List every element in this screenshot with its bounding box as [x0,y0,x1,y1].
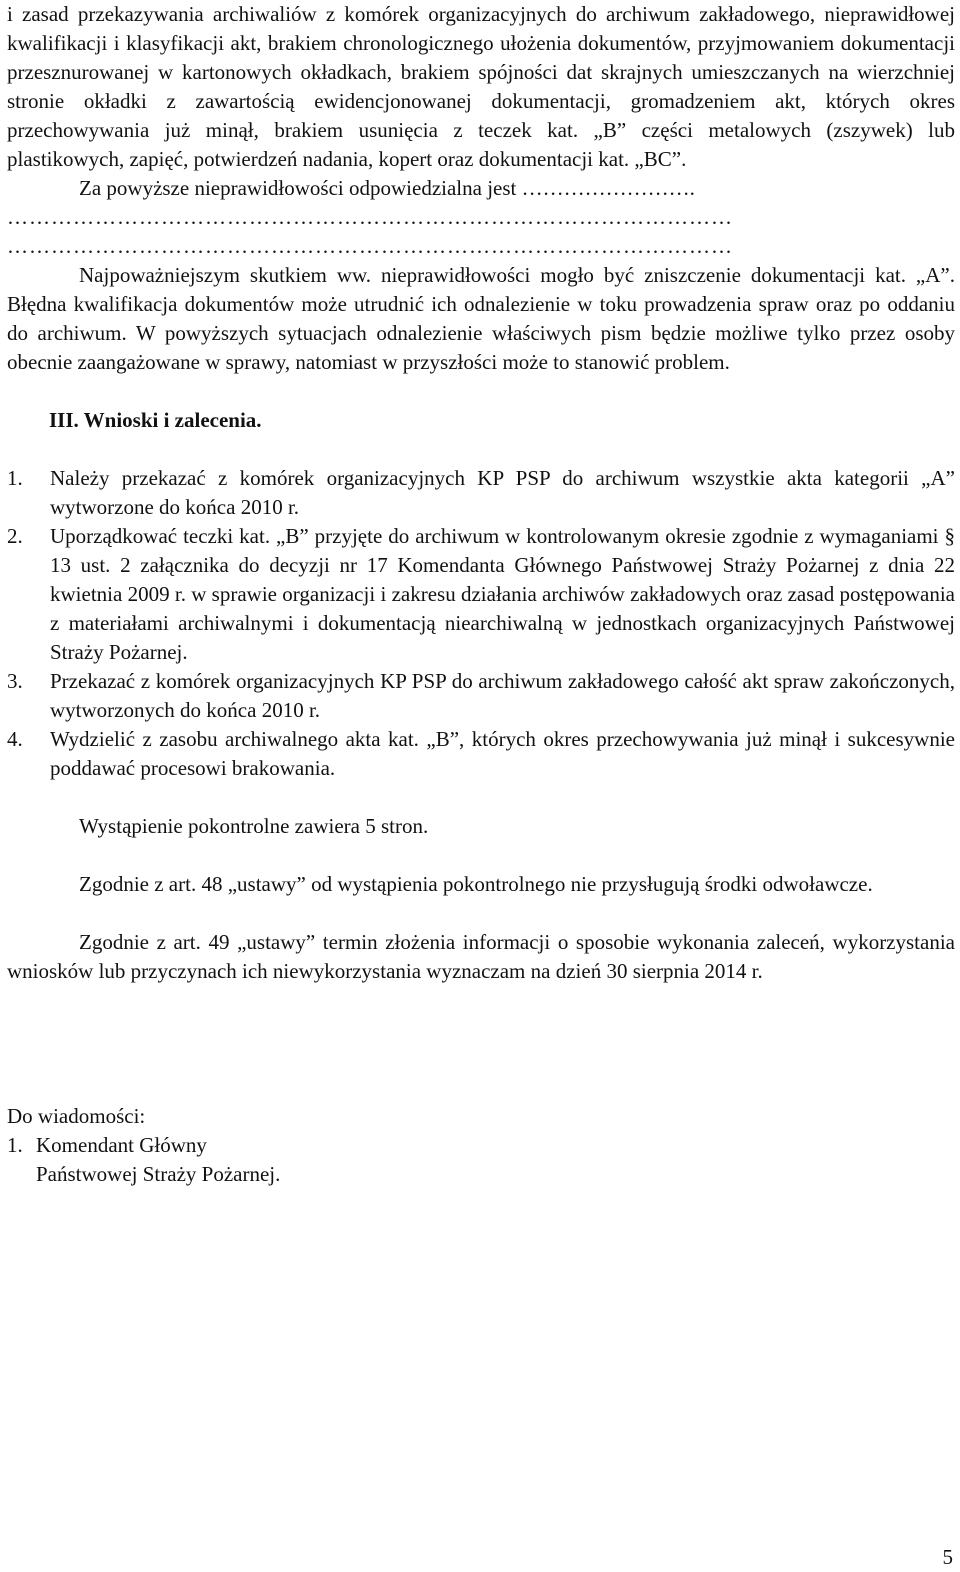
section-heading: III. Wnioski i zalecenia. [49,408,262,432]
distribution-recipient-line-2: Państwowej Straży Pożarnej. [36,1162,281,1186]
recommendation-number: 1. [7,466,23,490]
recommendation-item [7,464,955,522]
responsible-line [7,174,955,203]
document-page [7,0,955,1189]
distribution-recipient-line-1: Komendant Główny [36,1133,207,1157]
recommendation-item [7,522,955,667]
page-number: 5 [942,1545,953,1569]
recommendation-number: 4. [7,727,23,751]
recommendations-list [7,464,955,783]
paragraph-irregularities: i zasad przekazywania archiwaliów z komórek organizacyjnych do archiwum zakładowego, nieprawidłowej kwalifikacji i klasyfikacji akt, brakiem chronologicznego ułożenia dokumentów, przyjmowaniem dokumentacji przesznurowanej w kartonowych okładkach, brakiem spójności dat skrajnych umieszczanych na wierzchniej stronie okładki z zawartością ewidencjonowanej dokumentacji, gromadzeniem akt, których okres przechowywania już minął, brakiem usunięcia z teczek kat. „B” części metalowych (zszywek) lub plastikowych, zapięć, potwierdzeń nadania, kopert oraz dokumentacji kat. „BC”. [7,2,955,171]
responsible-label: Za powyższe nieprawidłowości odpowiedzialna jest [79,176,517,200]
blank-dots-inline: ……………………. [521,176,695,200]
blank-dots-line-2: ……………………………………………………………………………………… [7,234,733,258]
recommendation-text: Uporządkować teczki kat. „B” przyjęte do archiwum w kontrolowanym okresie zgodnie z wymaganiami § 13 ust. 2 załącznika do decyzji nr 17 Komendanta Głównego Państwowej Straży Pożarnej z dnia 22 kwietnia 2009 r. w sprawie organizacji i zakresu działania archiwów zakładowych oraz zasad postępowania z materiałami archiwalnymi i dokumentacją niearchiwalną w jednostkach organizacyjnych Państwowej Straży Pożarnej. [50,524,955,664]
distribution-number: 1. [7,1133,23,1157]
recommendation-item [7,725,955,783]
recommendation-number: 2. [7,524,23,548]
recommendation-text: Przekazać z komórek organizacyjnych KP PSP do archiwum zakładowego całość akt spraw zakończonych, wytworzonych do końca 2010 r. [50,669,955,722]
pages-note: Wystąpienie pokontrolne zawiera 5 stron. [79,814,429,838]
recommendation-text: Należy przekazać z komórek organizacyjnych KP PSP do archiwum wszystkie akta kategorii „A” wytworzone do końca 2010 r. [50,466,955,519]
art48-note: Zgodnie z art. 48 „ustawy” od wystąpienia pokontrolnego nie przysługują środki odwoławcze. [79,872,873,896]
recommendation-number: 3. [7,669,23,693]
recommendation-item [7,667,955,725]
recommendation-text: Wydzielić z zasobu archiwalnego akta kat. „B”, których okres przechowywania już minął i sukcesywnie poddawać procesowi brakowania. [50,727,955,780]
art49-note: Zgodnie z art. 49 „ustawy” termin złożenia informacji o sposobie wykonania zaleceń, wykorzystania wniosków lub przyczynach ich niewykorzystania wyznaczam na dzień 30 sierpnia 2014 r. [7,930,955,983]
distribution-block [7,1102,955,1189]
blank-dots-line-1: ……………………………………………………………………………………… [7,205,733,229]
distribution-heading: Do wiadomości: [7,1104,146,1128]
paragraph-consequences: Najpoważniejszym skutkiem ww. nieprawidłowości mogło być zniszczenie dokumentacji kat. „A”. Błędna kwalifikacja dokumentów może utrudnić ich odnalezienie w toku prowadzenia spraw oraz po oddaniu do archiwum. W powyższych sytuacjach odnalezienie właściwych pism będzie możliwe tylko przez osoby obecnie zaangażowane w sprawy, natomiast w przyszłości może to stanowić problem. [7,263,955,374]
distribution-item [7,1131,955,1189]
